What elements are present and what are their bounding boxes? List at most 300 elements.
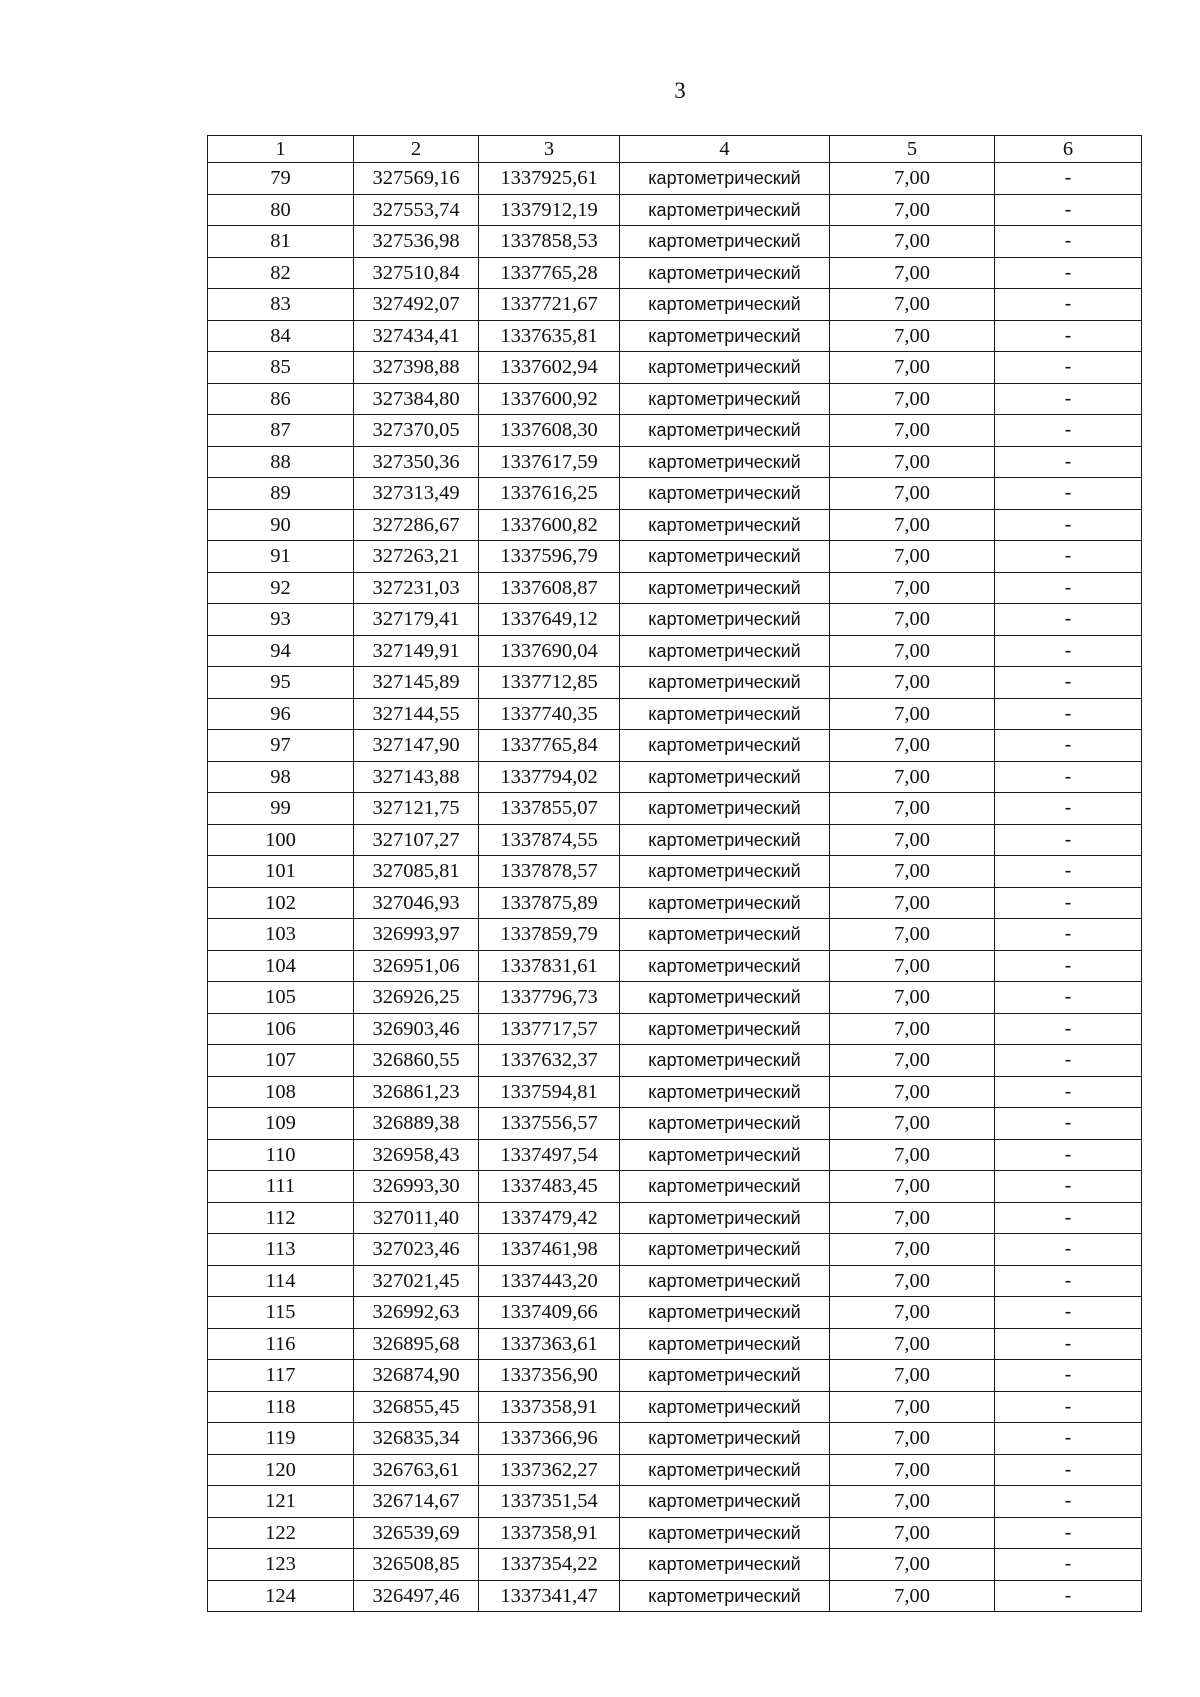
method-cell: картометрический [620, 415, 830, 447]
accuracy-cell: 7,00 [830, 446, 995, 478]
point-number-cell: 122 [208, 1517, 354, 1549]
point-number-cell: 123 [208, 1549, 354, 1581]
point-number-cell: 110 [208, 1139, 354, 1171]
method-cell: картометрический [620, 1297, 830, 1329]
accuracy-cell: 7,00 [830, 635, 995, 667]
point-number-cell: 84 [208, 320, 354, 352]
table-row [208, 509, 1142, 541]
accuracy-cell: 7,00 [830, 1549, 995, 1581]
x-coordinate-cell: 327145,89 [354, 667, 479, 699]
point-number-cell: 107 [208, 1045, 354, 1077]
x-coordinate-cell: 326874,90 [354, 1360, 479, 1392]
header-col-1: 1 [208, 136, 354, 163]
point-number-cell: 104 [208, 950, 354, 982]
table-row [208, 1391, 1142, 1423]
method-cell: картометрический [620, 1328, 830, 1360]
x-coordinate-cell: 326926,25 [354, 982, 479, 1014]
y-coordinate-cell: 1337859,79 [479, 919, 620, 951]
y-coordinate-cell: 1337602,94 [479, 352, 620, 384]
y-coordinate-cell: 1337351,54 [479, 1486, 620, 1518]
table-row [208, 1454, 1142, 1486]
y-coordinate-cell: 1337358,91 [479, 1391, 620, 1423]
table-row [208, 1360, 1142, 1392]
x-coordinate-cell: 327536,98 [354, 226, 479, 258]
y-coordinate-cell: 1337690,04 [479, 635, 620, 667]
table-row [208, 856, 1142, 888]
point-number-cell: 86 [208, 383, 354, 415]
method-cell: картометрический [620, 163, 830, 195]
accuracy-cell: 7,00 [830, 509, 995, 541]
note-cell: - [995, 1139, 1142, 1171]
header-col-3: 3 [479, 136, 620, 163]
point-number-cell: 105 [208, 982, 354, 1014]
method-cell: картометрический [620, 950, 830, 982]
y-coordinate-cell: 1337556,57 [479, 1108, 620, 1140]
x-coordinate-cell: 327147,90 [354, 730, 479, 762]
accuracy-cell: 7,00 [830, 1108, 995, 1140]
table-row [208, 982, 1142, 1014]
method-cell: картометрический [620, 478, 830, 510]
accuracy-cell: 7,00 [830, 1391, 995, 1423]
y-coordinate-cell: 1337461,98 [479, 1234, 620, 1266]
accuracy-cell: 7,00 [830, 1265, 995, 1297]
point-number-cell: 89 [208, 478, 354, 510]
point-number-cell: 120 [208, 1454, 354, 1486]
accuracy-cell: 7,00 [830, 320, 995, 352]
x-coordinate-cell: 327384,80 [354, 383, 479, 415]
method-cell: картометрический [620, 919, 830, 951]
accuracy-cell: 7,00 [830, 793, 995, 825]
method-cell: картометрический [620, 194, 830, 226]
x-coordinate-cell: 327350,36 [354, 446, 479, 478]
accuracy-cell: 7,00 [830, 1328, 995, 1360]
table-row [208, 1139, 1142, 1171]
point-number-cell: 93 [208, 604, 354, 636]
table-row [208, 1045, 1142, 1077]
note-cell: - [995, 887, 1142, 919]
table-row [208, 226, 1142, 258]
point-number-cell: 121 [208, 1486, 354, 1518]
header-col-4: 4 [620, 136, 830, 163]
y-coordinate-cell: 1337617,59 [479, 446, 620, 478]
note-cell: - [995, 1580, 1142, 1612]
note-cell: - [995, 541, 1142, 573]
table-row [208, 793, 1142, 825]
y-coordinate-cell: 1337831,61 [479, 950, 620, 982]
method-cell: картометрический [620, 541, 830, 573]
method-cell: картометрический [620, 572, 830, 604]
note-cell: - [995, 667, 1142, 699]
accuracy-cell: 7,00 [830, 352, 995, 384]
y-coordinate-cell: 1337649,12 [479, 604, 620, 636]
method-cell: картометрический [620, 289, 830, 321]
x-coordinate-cell: 326951,06 [354, 950, 479, 982]
method-cell: картометрический [620, 1486, 830, 1518]
method-cell: картометрический [620, 383, 830, 415]
table-row [208, 163, 1142, 195]
x-coordinate-cell: 327286,67 [354, 509, 479, 541]
y-coordinate-cell: 1337794,02 [479, 761, 620, 793]
x-coordinate-cell: 327263,21 [354, 541, 479, 573]
method-cell: картометрический [620, 887, 830, 919]
method-cell: картометрический [620, 856, 830, 888]
point-number-cell: 81 [208, 226, 354, 258]
method-cell: картометрический [620, 1202, 830, 1234]
note-cell: - [995, 1486, 1142, 1518]
note-cell: - [995, 572, 1142, 604]
method-cell: картометрический [620, 730, 830, 762]
x-coordinate-cell: 327179,41 [354, 604, 479, 636]
point-number-cell: 103 [208, 919, 354, 951]
method-cell: картометрический [620, 1234, 830, 1266]
accuracy-cell: 7,00 [830, 1045, 995, 1077]
accuracy-cell: 7,00 [830, 1486, 995, 1518]
header-col-2: 2 [354, 136, 479, 163]
point-number-cell: 124 [208, 1580, 354, 1612]
table-row [208, 950, 1142, 982]
x-coordinate-cell: 327492,07 [354, 289, 479, 321]
table-row [208, 257, 1142, 289]
method-cell: картометрический [620, 1171, 830, 1203]
x-coordinate-cell: 326539,69 [354, 1517, 479, 1549]
accuracy-cell: 7,00 [830, 1297, 995, 1329]
point-number-cell: 100 [208, 824, 354, 856]
point-number-cell: 117 [208, 1360, 354, 1392]
x-coordinate-cell: 326889,38 [354, 1108, 479, 1140]
note-cell: - [995, 950, 1142, 982]
note-cell: - [995, 383, 1142, 415]
x-coordinate-cell: 326958,43 [354, 1139, 479, 1171]
point-number-cell: 112 [208, 1202, 354, 1234]
accuracy-cell: 7,00 [830, 541, 995, 573]
note-cell: - [995, 257, 1142, 289]
y-coordinate-cell: 1337483,45 [479, 1171, 620, 1203]
method-cell: картометрический [620, 1265, 830, 1297]
table-row [208, 1265, 1142, 1297]
x-coordinate-cell: 327510,84 [354, 257, 479, 289]
accuracy-cell: 7,00 [830, 887, 995, 919]
note-cell: - [995, 1171, 1142, 1203]
y-coordinate-cell: 1337443,20 [479, 1265, 620, 1297]
x-coordinate-cell: 327046,93 [354, 887, 479, 919]
header-col-5: 5 [830, 136, 995, 163]
method-cell: картометрический [620, 1423, 830, 1455]
table-row [208, 1328, 1142, 1360]
y-coordinate-cell: 1337608,30 [479, 415, 620, 447]
x-coordinate-cell: 326763,61 [354, 1454, 479, 1486]
x-coordinate-cell: 326861,23 [354, 1076, 479, 1108]
table-row [208, 635, 1142, 667]
method-cell: картометрический [620, 446, 830, 478]
point-number-cell: 114 [208, 1265, 354, 1297]
note-cell: - [995, 1202, 1142, 1234]
y-coordinate-cell: 1337362,27 [479, 1454, 620, 1486]
y-coordinate-cell: 1337878,57 [479, 856, 620, 888]
table-row [208, 1108, 1142, 1140]
note-cell: - [995, 446, 1142, 478]
x-coordinate-cell: 327231,03 [354, 572, 479, 604]
method-cell: картометрический [620, 1454, 830, 1486]
table-row [208, 824, 1142, 856]
note-cell: - [995, 824, 1142, 856]
method-cell: картометрический [620, 1360, 830, 1392]
table-row [208, 730, 1142, 762]
note-cell: - [995, 1045, 1142, 1077]
method-cell: картометрический [620, 1076, 830, 1108]
header-col-6: 6 [995, 136, 1142, 163]
note-cell: - [995, 1265, 1142, 1297]
note-cell: - [995, 1328, 1142, 1360]
accuracy-cell: 7,00 [830, 289, 995, 321]
note-cell: - [995, 194, 1142, 226]
table-row [208, 572, 1142, 604]
method-cell: картометрический [620, 982, 830, 1014]
y-coordinate-cell: 1337594,81 [479, 1076, 620, 1108]
x-coordinate-cell: 326992,63 [354, 1297, 479, 1329]
note-cell: - [995, 604, 1142, 636]
accuracy-cell: 7,00 [830, 226, 995, 258]
method-cell: картометрический [620, 1391, 830, 1423]
method-cell: картометрический [620, 1045, 830, 1077]
accuracy-cell: 7,00 [830, 1517, 995, 1549]
y-coordinate-cell: 1337341,47 [479, 1580, 620, 1612]
accuracy-cell: 7,00 [830, 824, 995, 856]
y-coordinate-cell: 1337765,28 [479, 257, 620, 289]
note-cell: - [995, 919, 1142, 951]
point-number-cell: 94 [208, 635, 354, 667]
accuracy-cell: 7,00 [830, 1580, 995, 1612]
point-number-cell: 106 [208, 1013, 354, 1045]
accuracy-cell: 7,00 [830, 1013, 995, 1045]
note-cell: - [995, 856, 1142, 888]
method-cell: картометрический [620, 824, 830, 856]
table-header-row [208, 136, 1142, 163]
point-number-cell: 95 [208, 667, 354, 699]
x-coordinate-cell: 327011,40 [354, 1202, 479, 1234]
accuracy-cell: 7,00 [830, 730, 995, 762]
x-coordinate-cell: 326993,30 [354, 1171, 479, 1203]
note-cell: - [995, 320, 1142, 352]
table-row [208, 1549, 1142, 1581]
point-number-cell: 87 [208, 415, 354, 447]
method-cell: картометрический [620, 320, 830, 352]
point-number-cell: 119 [208, 1423, 354, 1455]
x-coordinate-cell: 327434,41 [354, 320, 479, 352]
note-cell: - [995, 635, 1142, 667]
table-row [208, 1076, 1142, 1108]
point-number-cell: 85 [208, 352, 354, 384]
x-coordinate-cell: 326855,45 [354, 1391, 479, 1423]
point-number-cell: 102 [208, 887, 354, 919]
x-coordinate-cell: 326860,55 [354, 1045, 479, 1077]
table-row [208, 1517, 1142, 1549]
x-coordinate-cell: 326993,97 [354, 919, 479, 951]
y-coordinate-cell: 1337874,55 [479, 824, 620, 856]
accuracy-cell: 7,00 [830, 163, 995, 195]
method-cell: картометрический [620, 1549, 830, 1581]
x-coordinate-cell: 327023,46 [354, 1234, 479, 1266]
note-cell: - [995, 289, 1142, 321]
note-cell: - [995, 730, 1142, 762]
method-cell: картометрический [620, 1139, 830, 1171]
y-coordinate-cell: 1337717,57 [479, 1013, 620, 1045]
note-cell: - [995, 352, 1142, 384]
table-row [208, 887, 1142, 919]
point-number-cell: 79 [208, 163, 354, 195]
y-coordinate-cell: 1337912,19 [479, 194, 620, 226]
note-cell: - [995, 478, 1142, 510]
table-row [208, 919, 1142, 951]
point-number-cell: 101 [208, 856, 354, 888]
y-coordinate-cell: 1337354,22 [479, 1549, 620, 1581]
method-cell: картометрический [620, 635, 830, 667]
table-row [208, 761, 1142, 793]
note-cell: - [995, 1391, 1142, 1423]
method-cell: картометрический [620, 226, 830, 258]
accuracy-cell: 7,00 [830, 1076, 995, 1108]
note-cell: - [995, 1108, 1142, 1140]
note-cell: - [995, 1297, 1142, 1329]
accuracy-cell: 7,00 [830, 604, 995, 636]
point-number-cell: 83 [208, 289, 354, 321]
y-coordinate-cell: 1337479,42 [479, 1202, 620, 1234]
y-coordinate-cell: 1337875,89 [479, 887, 620, 919]
accuracy-cell: 7,00 [830, 1171, 995, 1203]
note-cell: - [995, 1423, 1142, 1455]
y-coordinate-cell: 1337616,25 [479, 478, 620, 510]
note-cell: - [995, 982, 1142, 1014]
note-cell: - [995, 415, 1142, 447]
x-coordinate-cell: 327021,45 [354, 1265, 479, 1297]
note-cell: - [995, 1360, 1142, 1392]
y-coordinate-cell: 1337596,79 [479, 541, 620, 573]
table-row [208, 415, 1142, 447]
x-coordinate-cell: 326835,34 [354, 1423, 479, 1455]
point-number-cell: 116 [208, 1328, 354, 1360]
y-coordinate-cell: 1337358,91 [479, 1517, 620, 1549]
method-cell: картометрический [620, 667, 830, 699]
method-cell: картометрический [620, 604, 830, 636]
method-cell: картометрический [620, 1013, 830, 1045]
x-coordinate-cell: 327149,91 [354, 635, 479, 667]
note-cell: - [995, 509, 1142, 541]
point-number-cell: 97 [208, 730, 354, 762]
table-row [208, 352, 1142, 384]
method-cell: картометрический [620, 257, 830, 289]
accuracy-cell: 7,00 [830, 919, 995, 951]
table-row [208, 194, 1142, 226]
point-number-cell: 118 [208, 1391, 354, 1423]
point-number-cell: 111 [208, 1171, 354, 1203]
x-coordinate-cell: 327107,27 [354, 824, 479, 856]
x-coordinate-cell: 327553,74 [354, 194, 479, 226]
accuracy-cell: 7,00 [830, 950, 995, 982]
note-cell: - [995, 1013, 1142, 1045]
accuracy-cell: 7,00 [830, 698, 995, 730]
point-number-cell: 115 [208, 1297, 354, 1329]
table-row [208, 383, 1142, 415]
y-coordinate-cell: 1337635,81 [479, 320, 620, 352]
y-coordinate-cell: 1337409,66 [479, 1297, 620, 1329]
note-cell: - [995, 1454, 1142, 1486]
method-cell: картометрический [620, 1517, 830, 1549]
x-coordinate-cell: 327144,55 [354, 698, 479, 730]
x-coordinate-cell: 326903,46 [354, 1013, 479, 1045]
table-row [208, 1234, 1142, 1266]
table-row [208, 1202, 1142, 1234]
y-coordinate-cell: 1337765,84 [479, 730, 620, 762]
table-row [208, 1297, 1142, 1329]
note-cell: - [995, 163, 1142, 195]
accuracy-cell: 7,00 [830, 572, 995, 604]
x-coordinate-cell: 327313,49 [354, 478, 479, 510]
table-body [208, 163, 1142, 1612]
accuracy-cell: 7,00 [830, 1454, 995, 1486]
table-row [208, 541, 1142, 573]
note-cell: - [995, 1549, 1142, 1581]
table-row [208, 1013, 1142, 1045]
table-row [208, 667, 1142, 699]
method-cell: картометрический [620, 1108, 830, 1140]
method-cell: картометрический [620, 509, 830, 541]
note-cell: - [995, 1234, 1142, 1266]
table-row [208, 446, 1142, 478]
y-coordinate-cell: 1337712,85 [479, 667, 620, 699]
y-coordinate-cell: 1337855,07 [479, 793, 620, 825]
y-coordinate-cell: 1337600,82 [479, 509, 620, 541]
point-number-cell: 92 [208, 572, 354, 604]
method-cell: картометрический [620, 698, 830, 730]
accuracy-cell: 7,00 [830, 383, 995, 415]
note-cell: - [995, 1517, 1142, 1549]
x-coordinate-cell: 327121,75 [354, 793, 479, 825]
y-coordinate-cell: 1337608,87 [479, 572, 620, 604]
accuracy-cell: 7,00 [830, 1139, 995, 1171]
x-coordinate-cell: 326508,85 [354, 1549, 479, 1581]
note-cell: - [995, 793, 1142, 825]
point-number-cell: 99 [208, 793, 354, 825]
accuracy-cell: 7,00 [830, 856, 995, 888]
table-row [208, 698, 1142, 730]
x-coordinate-cell: 327569,16 [354, 163, 479, 195]
note-cell: - [995, 761, 1142, 793]
x-coordinate-cell: 327085,81 [354, 856, 479, 888]
table-row [208, 604, 1142, 636]
y-coordinate-cell: 1337366,96 [479, 1423, 620, 1455]
accuracy-cell: 7,00 [830, 478, 995, 510]
y-coordinate-cell: 1337363,61 [479, 1328, 620, 1360]
y-coordinate-cell: 1337925,61 [479, 163, 620, 195]
accuracy-cell: 7,00 [830, 982, 995, 1014]
y-coordinate-cell: 1337356,90 [479, 1360, 620, 1392]
note-cell: - [995, 698, 1142, 730]
accuracy-cell: 7,00 [830, 1202, 995, 1234]
accuracy-cell: 7,00 [830, 761, 995, 793]
x-coordinate-cell: 327370,05 [354, 415, 479, 447]
point-number-cell: 82 [208, 257, 354, 289]
table-row [208, 320, 1142, 352]
accuracy-cell: 7,00 [830, 1423, 995, 1455]
x-coordinate-cell: 326714,67 [354, 1486, 479, 1518]
table-row [208, 1423, 1142, 1455]
method-cell: картометрический [620, 352, 830, 384]
table-row [208, 1486, 1142, 1518]
y-coordinate-cell: 1337600,92 [479, 383, 620, 415]
x-coordinate-cell: 327398,88 [354, 352, 479, 384]
point-number-cell: 109 [208, 1108, 354, 1140]
method-cell: картометрический [620, 761, 830, 793]
y-coordinate-cell: 1337796,73 [479, 982, 620, 1014]
